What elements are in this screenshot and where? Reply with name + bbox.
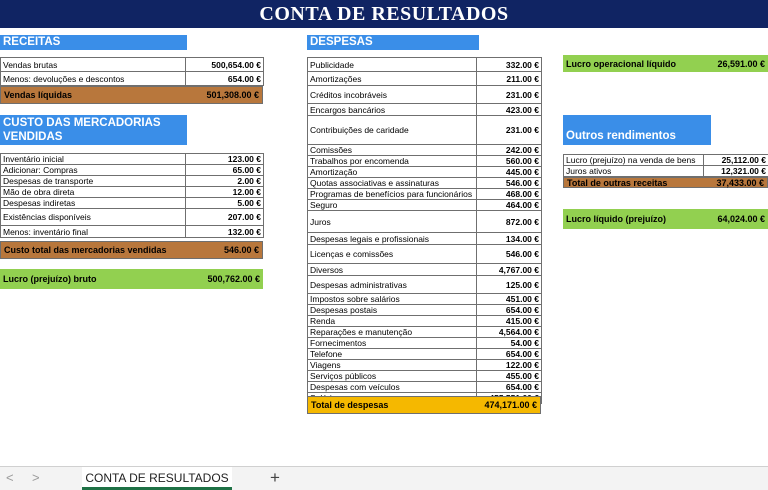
despesa-value: 546.00 €	[477, 178, 542, 189]
outros-header	[563, 115, 711, 145]
table-row	[308, 167, 542, 178]
receitas-table	[0, 57, 264, 86]
despesa-value: 231.00 €	[477, 86, 542, 104]
cmv-label: Despesas de transporte	[1, 176, 186, 187]
despesa-label: Despesas administrativas	[308, 276, 477, 294]
receitas-value: 500,654.00 €	[186, 58, 264, 72]
despesa-value: 415.00 €	[477, 316, 542, 327]
despesa-value: 560.00 €	[477, 156, 542, 167]
despesa-label: Despesas legais e profissionais	[308, 233, 477, 245]
despesa-value: 122.00 €	[477, 360, 542, 371]
despesa-value: 4,564.00 €	[477, 327, 542, 338]
despesa-value: 464.00 €	[477, 200, 542, 211]
despesa-label: Renda	[308, 316, 477, 327]
total-value: 37,433.00 €	[716, 177, 764, 188]
cmv-header-line2: VENDIDAS	[3, 131, 63, 143]
table-row	[1, 226, 264, 238]
lucro-operacional-band	[563, 55, 768, 72]
despesa-value: 872.00 €	[477, 211, 542, 233]
sheet-title: CONTA DE RESULTADOS	[0, 0, 768, 28]
total-label: Total de despesas	[311, 400, 389, 410]
lucro-liquido-value: 64,024.00 €	[717, 214, 765, 224]
prev-sheet-icon[interactable]: <	[6, 470, 14, 485]
cmv-label: Despesas indiretas	[1, 198, 186, 209]
despesa-label: Trabalhos por encomenda	[308, 156, 477, 167]
despesa-label: Seguro	[308, 200, 477, 211]
lucro-liquido-label: Lucro líquido (prejuízo)	[566, 214, 666, 224]
outros-value: 25,112.00 €	[704, 155, 768, 166]
table-row	[308, 327, 542, 338]
despesa-label: Viagens	[308, 360, 477, 371]
total-value: 501,308.00 €	[206, 90, 259, 100]
lucro-bruto-band	[0, 269, 263, 289]
cmv-header	[0, 115, 187, 145]
despesa-label: Encargos bancários	[308, 104, 477, 116]
despesa-label: Licenças e comissões	[308, 245, 477, 264]
table-row	[564, 155, 768, 166]
table-row	[308, 211, 542, 233]
table-row	[308, 316, 542, 327]
table-row	[308, 58, 542, 72]
lucro-bruto-value: 500,762.00 €	[207, 274, 260, 284]
despesa-value: 211.00 €	[477, 72, 542, 86]
despesa-value: 231.00 €	[477, 116, 542, 145]
cmv-value: 65.00 €	[186, 165, 264, 176]
table-row	[564, 166, 768, 177]
outros-table	[563, 154, 768, 177]
despesa-value: 423.00 €	[477, 104, 542, 116]
table-row	[308, 72, 542, 86]
cmv-table	[0, 153, 264, 238]
table-row	[1, 165, 264, 176]
despesa-label: Diversos	[308, 264, 477, 276]
despesa-label: Programas de benefícios para funcionários	[308, 189, 477, 200]
despesa-value: 654.00 €	[477, 382, 542, 393]
cmv-label: Inventário inicial	[1, 154, 186, 165]
despesa-value: 468.00 €	[477, 189, 542, 200]
despesa-label: Telefone	[308, 349, 477, 360]
table-row	[308, 264, 542, 276]
table-row	[308, 338, 542, 349]
total-value: 546.00 €	[223, 245, 259, 255]
table-row	[308, 200, 542, 211]
despesa-value: 4,767.00 €	[477, 264, 542, 276]
table-row	[1, 58, 264, 72]
vendas-liquidas-total	[0, 86, 263, 104]
cmv-value: 123.00 €	[186, 154, 264, 165]
receitas-header: RECEITAS	[0, 35, 187, 50]
total-despesas-band	[307, 396, 541, 414]
total-value: 474,171.00 €	[484, 400, 537, 410]
lucro-bruto-label: Lucro (prejuízo) bruto	[3, 274, 97, 284]
table-row	[1, 209, 264, 226]
add-sheet-button[interactable]: +	[270, 468, 280, 487]
despesa-label: Comissões	[308, 145, 477, 156]
table-row	[308, 178, 542, 189]
receitas-label: Vendas brutas	[1, 58, 186, 72]
table-row	[308, 245, 542, 264]
table-row	[1, 72, 264, 86]
despesa-value: 242.00 €	[477, 145, 542, 156]
table-row	[308, 189, 542, 200]
outros-label: Juros ativos	[564, 166, 704, 177]
despesa-value: 332.00 €	[477, 58, 542, 72]
despesa-value: 455.00 €	[477, 371, 542, 382]
table-row	[308, 276, 542, 294]
despesa-label: Serviços públicos	[308, 371, 477, 382]
cmv-label: Mão de obra direta	[1, 187, 186, 198]
custo-total-total	[0, 241, 263, 259]
cmv-value: 132.00 €	[186, 226, 264, 238]
despesa-value: 54.00 €	[477, 338, 542, 349]
despesa-label: Quotas associativas e assinaturas	[308, 178, 477, 189]
table-row	[308, 104, 542, 116]
despesa-value: 134.00 €	[477, 233, 542, 245]
table-row	[1, 176, 264, 187]
cmv-label: Adicionar: Compras	[1, 165, 186, 176]
outros-label: Lucro (prejuízo) na venda de bens	[564, 155, 704, 166]
despesa-label: Contribuições de caridade	[308, 116, 477, 145]
lucro-operacional-label: Lucro operacional líquido	[566, 58, 677, 69]
cmv-label: Existências disponíveis	[1, 209, 186, 226]
table-row	[308, 382, 542, 393]
table-row	[1, 187, 264, 198]
receitas-label: Menos: devoluções e descontos	[1, 72, 186, 86]
sheet-tab-bar	[0, 466, 768, 490]
despesa-value: 451.00 €	[477, 294, 542, 305]
lucro-operacional-value: 26,591.00 €	[717, 58, 765, 69]
table-row	[308, 360, 542, 371]
cmv-value: 207.00 €	[186, 209, 264, 226]
despesa-label: Créditos incobráveis	[308, 86, 477, 104]
despesa-value: 125.00 €	[477, 276, 542, 294]
lucro-liquido-band	[563, 209, 768, 229]
despesa-label: Fornecimentos	[308, 338, 477, 349]
total-label: Total de outras receitas	[567, 177, 668, 188]
tab-conta-de-resultados[interactable]: CONTA DE RESULTADOS	[82, 467, 232, 490]
table-row	[308, 156, 542, 167]
total-label: Vendas líquidas	[4, 90, 73, 100]
table-row	[308, 86, 542, 104]
next-sheet-icon[interactable]: >	[32, 470, 40, 485]
table-row	[308, 233, 542, 245]
cmv-label: Menos: inventário final	[1, 226, 186, 238]
table-row	[308, 145, 542, 156]
cmv-value: 12.00 €	[186, 187, 264, 198]
despesa-label: Amortização	[308, 167, 477, 178]
table-row	[308, 294, 542, 305]
outros-value: 12,321.00 €	[704, 166, 768, 177]
despesa-label: Despesas postais	[308, 305, 477, 316]
total-outras-receitas-band	[563, 177, 768, 188]
despesa-value: 445.00 €	[477, 167, 542, 178]
despesa-label: Reparações e manutenção	[308, 327, 477, 338]
despesas-table	[307, 57, 542, 404]
despesa-label: Publicidade	[308, 58, 477, 72]
despesa-label: Impostos sobre salários	[308, 294, 477, 305]
receitas-value: 654.00 €	[186, 72, 264, 86]
cmv-value: 5.00 €	[186, 198, 264, 209]
despesa-value: 654.00 €	[477, 349, 542, 360]
table-row	[308, 349, 542, 360]
table-row	[1, 154, 264, 165]
despesa-label: Despesas com veículos	[308, 382, 477, 393]
outros-header-label: Outros rendimentos	[566, 130, 676, 142]
table-row	[308, 305, 542, 316]
despesa-label: Amortizações	[308, 72, 477, 86]
table-row	[1, 198, 264, 209]
cmv-header-line1: CUSTO DAS MERCADORIAS	[3, 117, 161, 129]
despesa-value: 654.00 €	[477, 305, 542, 316]
table-row	[308, 116, 542, 145]
despesas-header: DESPESAS	[307, 35, 479, 50]
despesa-label: Juros	[308, 211, 477, 233]
cmv-value: 2.00 €	[186, 176, 264, 187]
table-row	[308, 371, 542, 382]
despesa-value: 546.00 €	[477, 245, 542, 264]
total-label: Custo total das mercadorias vendidas	[4, 245, 167, 255]
